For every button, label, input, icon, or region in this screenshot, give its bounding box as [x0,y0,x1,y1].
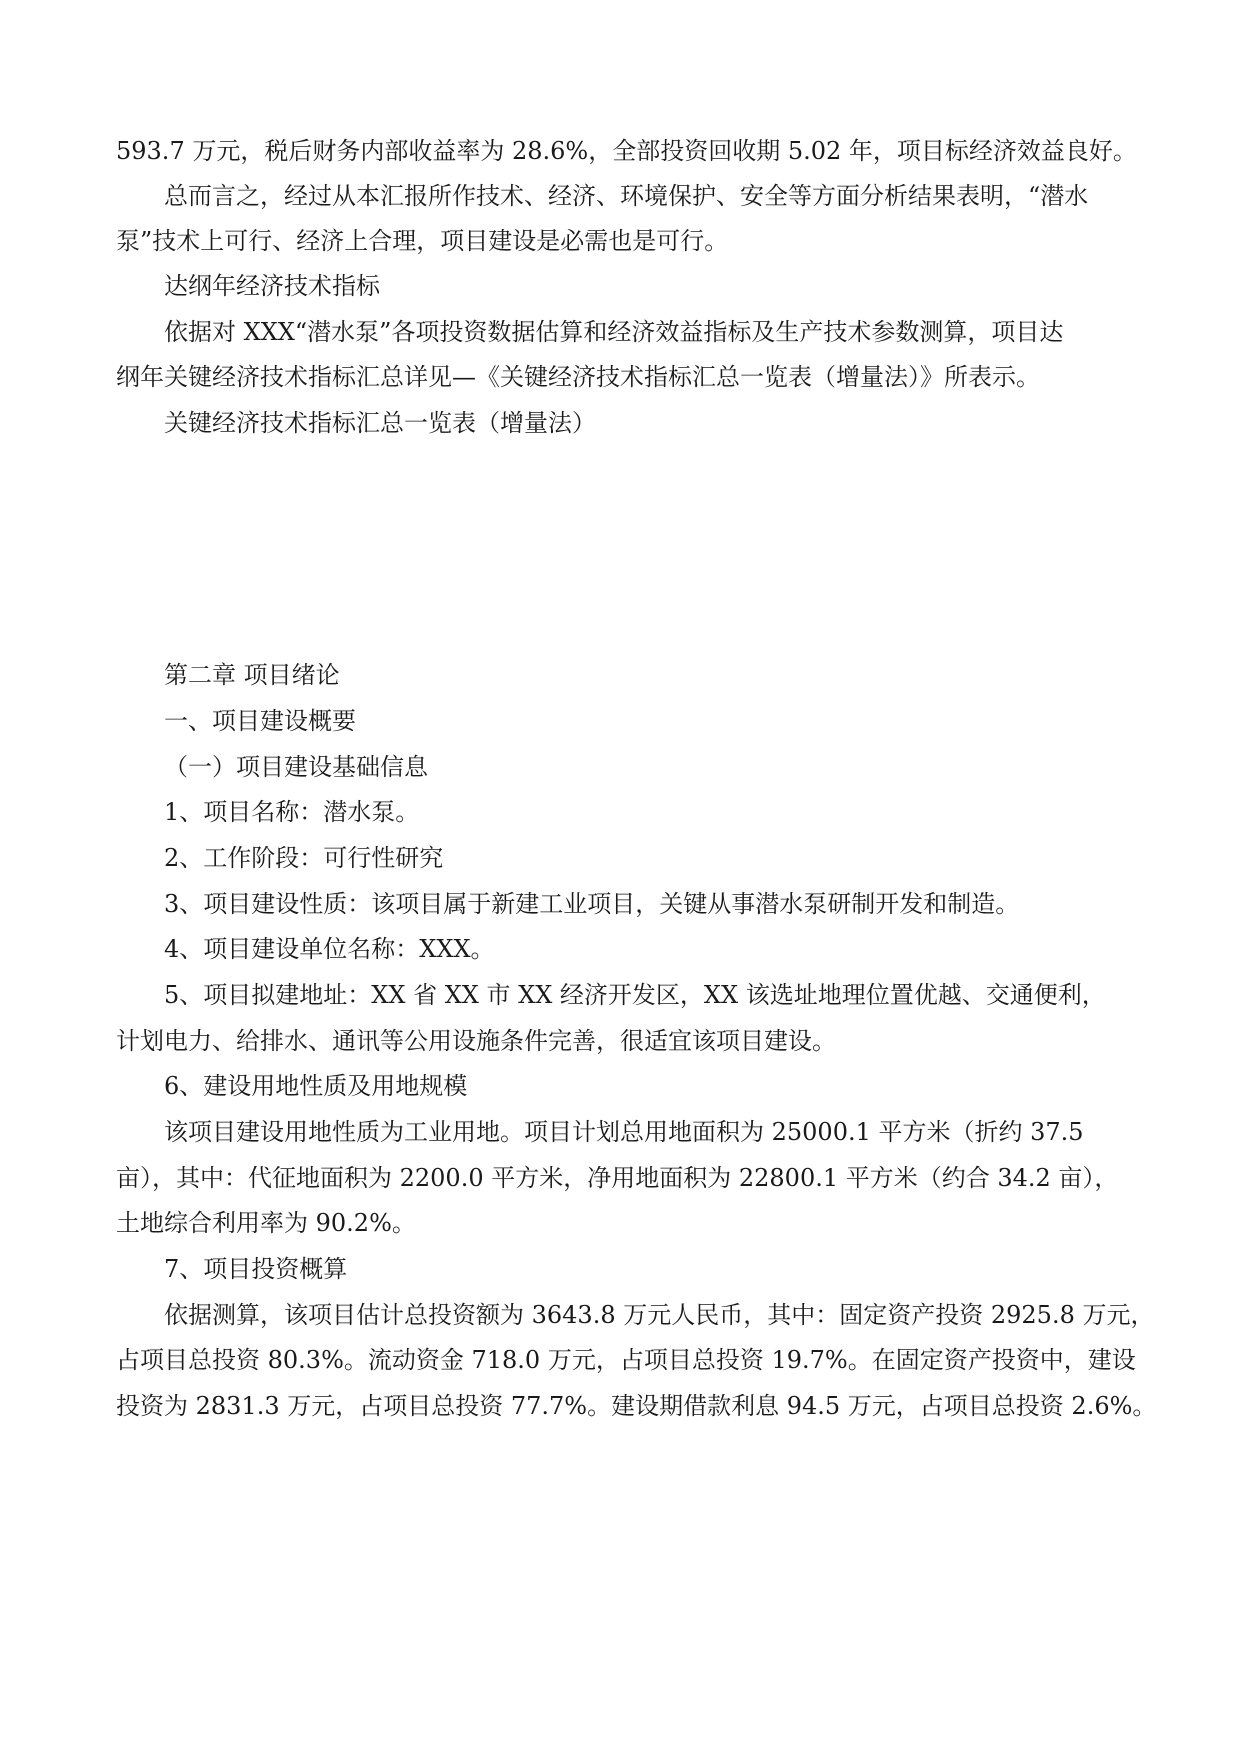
paragraph-line: 投资为 2831.3 万元，占项目总投资 77.7%。建设期借款利息 94.5 万元，占项目总投资 2.6%。 [116,1392,1157,1420]
subheading: 达纲年经济技术指标 [164,272,380,300]
list-item: 5、项目拟建地址：XX 省 XX 市 XX 经济开发区，XX 该选址地理位置优越、交通便利， [164,981,1106,1009]
list-item: 4、项目建设单位名称：XXX。 [164,935,495,963]
chapter-title: 第二章 项目绪论 [164,661,340,689]
subsection-heading: （一）项目建设基础信息 [164,753,428,781]
paragraph-line: 593.7 万元，税后财务内部收益率为 28.6%，全部投资回收期 5.02 年，项目标经济效益良好。 [116,137,1137,165]
paragraph-line: 泵”技术上可行、经济上合理，项目建设是必需也是可行。 [116,227,729,255]
paragraph-line: 亩），其中：代征地面积为 2200.0 平方米，净用地面积为 22800.1 平方米（约合 34.2 亩）， [116,1164,1119,1192]
list-item: 1、项目名称：潜水泵。 [164,798,420,826]
table-caption: 关键经济技术指标汇总一览表（增量法） [164,409,596,437]
list-item: 3、项目建设性质：该项目属于新建工业项目，关键从事潜水泵研制开发和制造。 [164,890,1020,918]
list-item: 6、建设用地性质及用地规模 [164,1072,468,1100]
paragraph-line: 总而言之，经过从本汇报所作技术、经济、环境保护、安全等方面分析结果表明，“潜水 [164,182,1089,210]
section-heading: 一、项目建设概要 [164,707,356,735]
paragraph-line: 占项目总投资 80.3%。流动资金 718.0 万元，占项目总投资 19.7%。在固定资产投资中，建设 [116,1346,1136,1374]
paragraph-line: 纲年关键经济技术指标汇总详见—《关键经济技术指标汇总一览表（增量法）》所表示。 [116,363,1040,391]
paragraph-line: 计划电力、给排水、通讯等公用设施条件完善，很适宜该项目建设。 [116,1027,836,1055]
paragraph-line: 该项目建设用地性质为工业用地。项目计划总用地面积为 25000.1 平方米（折约 37.5 [164,1118,1084,1146]
paragraph-line: 依据对 XXX“潜水泵”各项投资数据估算和经济效益指标及生产技术参数测算，项目达 [164,318,1064,346]
list-item: 7、项目投资概算 [164,1255,348,1283]
paragraph-line: 土地综合利用率为 90.2%。 [116,1209,416,1237]
list-item: 2、工作阶段：可行性研究 [164,844,444,872]
paragraph-line: 依据测算，该项目估计总投资额为 3643.8 万元人民币，其中：固定资产投资 2925.8 万元， [164,1301,1155,1329]
